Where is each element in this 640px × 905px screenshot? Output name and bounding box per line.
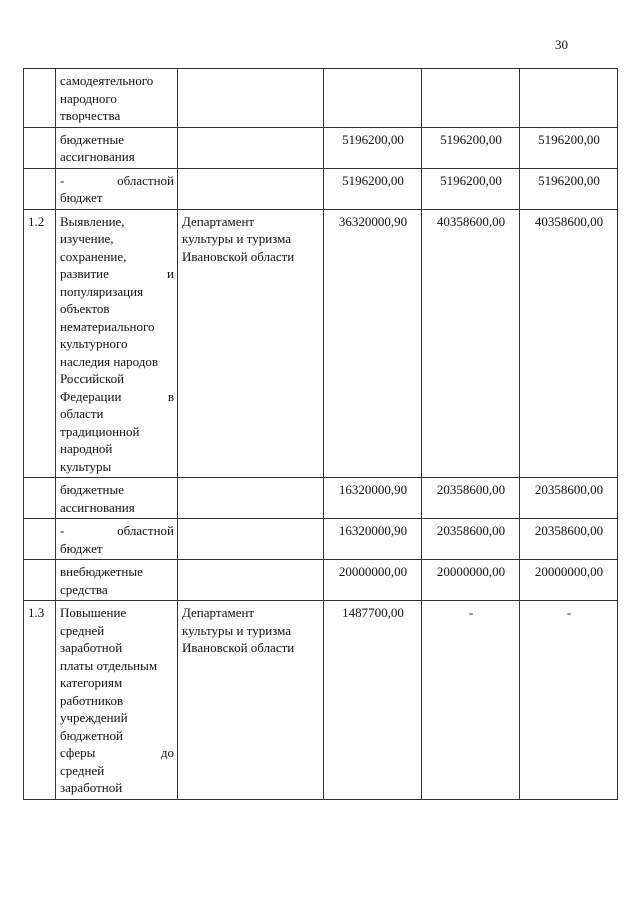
measure-name-line: культурного [60,336,128,351]
table-row [24,209,618,478]
measure-name-line: заработной [60,640,123,655]
measure-name [56,519,178,560]
value-year-1: 1487700,00 [324,601,422,800]
value-year-1 [324,69,422,128]
measure-name [56,127,178,168]
value-year-2: 5196200,00 [422,127,520,168]
value-year-1: 20000000,00 [324,560,422,601]
table-row [24,69,618,128]
value-year-1: 16320000,90 [324,519,422,560]
value-year-2: 40358600,00 [422,209,520,478]
measure-name-line: - [60,523,65,538]
measure-name-line: до [160,745,174,760]
page-number: 30 [555,37,568,52]
measure-name-line: сферы [60,745,96,760]
executor [178,478,324,519]
table-row [24,168,618,209]
value-year-3: 5196200,00 [520,127,618,168]
executor [178,69,324,128]
measure-name-line: ассигнования [60,499,135,515]
value-year-3: 20000000,00 [520,560,618,601]
table-row [24,127,618,168]
value-year-2 [422,69,520,128]
row-number [24,69,56,128]
measure-name-line: платы отдельным [60,657,158,673]
measure-name-line: заработной [60,780,123,795]
measure-name [56,560,178,601]
row-number [24,127,56,168]
measure-name-line: творчества [60,108,121,123]
table-row [24,560,618,601]
value-year-2: 20358600,00 [422,519,520,560]
measure-name-line: Выявление, [60,213,125,229]
executor-line: культуры и туризма [182,231,292,246]
measure-name [56,478,178,519]
measure-name-line: учреждений [60,710,128,725]
value-year-2: - [422,601,520,800]
measure-name-line: наследия народов [60,353,158,369]
measure-name-line: ассигнования [60,149,135,164]
measure-name-line: традиционной [60,423,140,439]
row-number [24,560,56,601]
measure-name-line: сохранение, [60,248,127,264]
measure-name-line: - [60,172,65,188]
value-year-3: 5196200,00 [520,168,618,209]
value-year-3: 20358600,00 [520,519,618,560]
value-year-1: 5196200,00 [324,127,422,168]
value-year-1: 5196200,00 [324,168,422,209]
table-row [24,478,618,519]
measure-name [56,601,178,800]
executor [178,519,324,560]
measure-name-line: народного [60,90,117,106]
executor [178,209,324,478]
executor [178,168,324,209]
measure-name-line: популяризация [60,283,144,299]
measure-name-line: средней [60,762,105,778]
executor [178,560,324,601]
measure-name-line: внебюджетные [60,564,143,579]
measure-name [56,168,178,209]
measure-name-line: и [167,266,174,281]
executor-line: Ивановской области [182,640,295,655]
value-year-2: 5196200,00 [422,168,520,209]
executor-line: Департамент [182,213,255,229]
table-row [24,519,618,560]
measure-name-line: категориям [60,675,123,690]
row-number [24,519,56,560]
measure-name-line: самодеятельного [60,73,154,88]
measure-name-line: средства [60,581,108,597]
measure-name-line: Повышение [60,605,127,620]
executor [178,601,324,800]
row-number: 1.2 [24,209,56,478]
measure-name-line: областной [117,172,174,188]
measure-name-line: в [167,388,174,404]
measure-name-line: народной [60,441,113,456]
measure-name-line: бюджет [60,190,103,205]
value-year-3: 40358600,00 [520,209,618,478]
value-year-3: 20358600,00 [520,478,618,519]
measure-name-line: нематериального [60,318,155,334]
measure-name [56,69,178,128]
value-year-3 [520,69,618,128]
measure-name [56,209,178,478]
measure-name-line: развитие [60,266,109,281]
measure-name-line: средней [60,622,105,638]
measure-name-line: культуры [60,458,112,474]
measure-name-line: области [60,406,104,421]
value-year-1: 16320000,90 [324,478,422,519]
value-year-2: 20000000,00 [422,560,520,601]
budget-table [23,68,618,800]
measure-name-line: Российской [60,371,125,386]
measure-name-line: бюджетные [60,482,125,497]
measure-name-line: объектов [60,301,110,316]
measure-name-line: бюджетные [60,131,125,147]
row-number [24,478,56,519]
executor-line: Ивановской области [182,248,295,264]
executor-line: Департамент [182,605,255,620]
row-number: 1.3 [24,601,56,800]
measure-name-line: работников [60,692,124,708]
value-year-2: 20358600,00 [422,478,520,519]
measure-name-line: Федерации [60,388,122,404]
executor-line: культуры и туризма [182,622,292,638]
value-year-1: 36320000,90 [324,209,422,478]
measure-name-line: бюджетной [60,727,123,743]
value-year-3: - [520,601,618,800]
row-number [24,168,56,209]
table-row [24,601,618,800]
measure-name-line: изучение, [60,231,114,246]
measure-name-line: бюджет [60,540,103,556]
measure-name-line: областной [117,523,174,538]
executor [178,127,324,168]
